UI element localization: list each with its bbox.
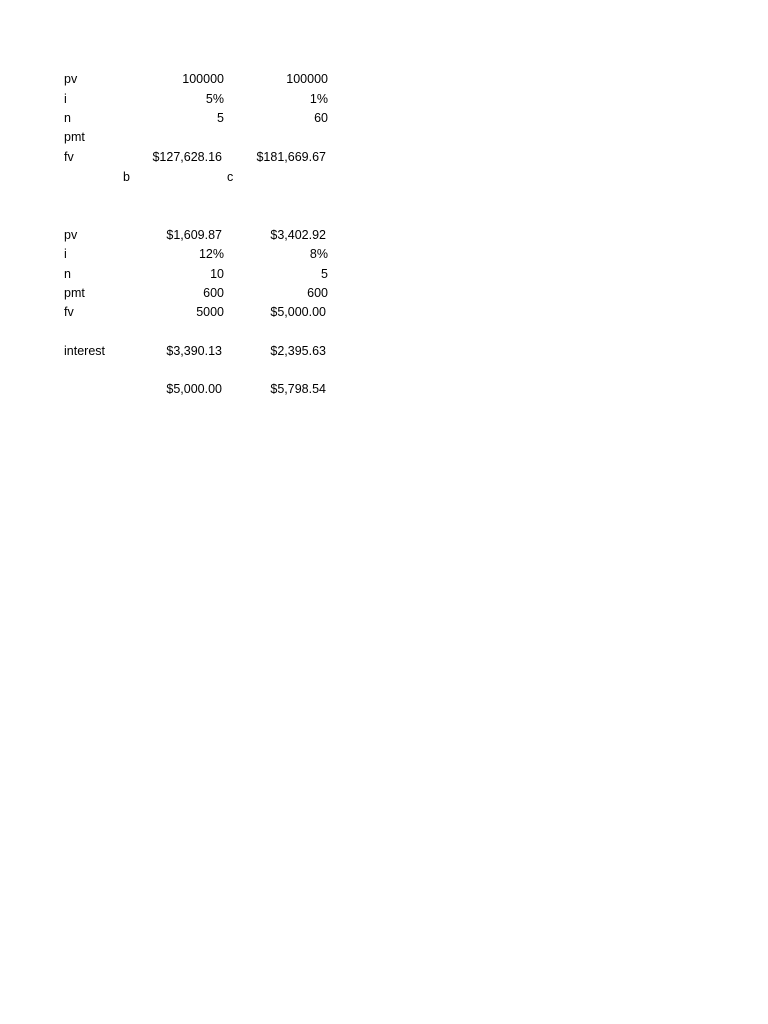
footer-label-b: b [123, 170, 130, 184]
cell-b-pmt-2: 600 [203, 286, 224, 300]
cell-c-fv-2: $5,000.00 [270, 305, 326, 319]
cell-c-n: 60 [314, 111, 328, 125]
cell-b-fv: $127,628.16 [152, 150, 222, 164]
row-label-fv-2: fv [64, 305, 74, 319]
cell-b-n: 5 [217, 111, 224, 125]
cell-c-interest: $2,395.63 [270, 344, 326, 358]
row-label-n: n [64, 111, 71, 125]
cell-b-interest: $3,390.13 [166, 344, 222, 358]
cell-c-pmt-2: 600 [307, 286, 328, 300]
row-label-i-2: i [64, 247, 67, 261]
cell-b-total: $5,000.00 [166, 382, 222, 396]
row-label-interest: interest [64, 344, 105, 358]
cell-c-pv-2: $3,402.92 [270, 228, 326, 242]
cell-b-fv-2: 5000 [196, 305, 224, 319]
cell-b-pv-2: $1,609.87 [166, 228, 222, 242]
row-label-pmt: pmt [64, 130, 85, 144]
cell-c-pv: 100000 [286, 72, 328, 86]
cell-c-n-2: 5 [321, 267, 328, 281]
footer-label-c: c [227, 170, 234, 184]
cell-c-fv: $181,669.67 [256, 150, 326, 164]
cell-c-i-2: 8% [309, 247, 328, 261]
row-label-n-2: n [64, 267, 71, 281]
row-label-fv: fv [64, 150, 74, 164]
cell-c-i: 1% [309, 92, 328, 106]
cell-c-total: $5,798.54 [270, 382, 326, 396]
cell-b-i-2: 12% [198, 247, 224, 261]
cell-b-pv: 100000 [182, 72, 224, 86]
row-label-pv-2: pv [64, 228, 78, 242]
row-label-i: i [64, 92, 67, 106]
cell-b-pmt [132, 129, 224, 145]
row-label-pmt-2: pmt [64, 286, 85, 300]
row-label-pv: pv [64, 72, 78, 86]
cell-b-n-2: 10 [210, 267, 224, 281]
cell-c-pmt [232, 129, 328, 145]
cell-b-i: 5% [205, 92, 224, 106]
